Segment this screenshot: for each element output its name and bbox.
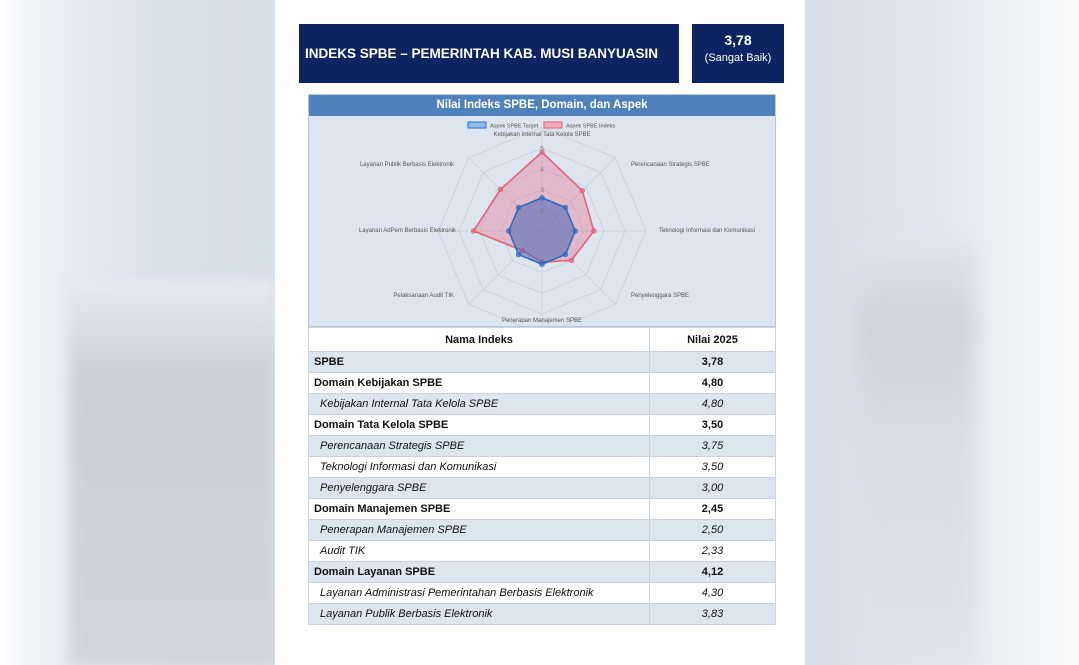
overall-score: 3,78: [724, 32, 752, 48]
tick-label: 2: [540, 207, 544, 215]
tick-label: 5: [540, 145, 544, 153]
index-name: Layanan Administrasi Pemerintahan Berbasis Elektronik: [309, 583, 650, 604]
data-point: [471, 229, 476, 234]
index-name: Audit TIK: [309, 541, 650, 562]
index-name: Layanan Publik Berbasis Elektronik: [309, 604, 650, 625]
axis-label: Perencanaan Strategis SPBE: [631, 162, 710, 168]
data-point: [563, 205, 568, 210]
index-name: SPBE: [309, 352, 650, 373]
axis-label: Penerapan Manajemen SPBE: [501, 318, 583, 324]
index-name: Teknologi Informasi dan Komunikasi: [309, 457, 650, 478]
legend-swatch-indeks: [544, 122, 562, 128]
index-value: 3,78: [650, 352, 776, 373]
tick-label: 3: [540, 187, 544, 194]
index-value: 3,00: [650, 478, 776, 499]
axis-label: Penyelenggara SPBE: [631, 293, 690, 299]
index-value: 2,45: [650, 499, 776, 520]
tick-label: 4: [540, 166, 544, 174]
data-point: [573, 229, 578, 234]
table-row: [309, 562, 776, 583]
legend-label-target: Aspek SPBE Target: [490, 123, 539, 130]
index-value: 3,83: [650, 604, 776, 625]
data-point: [540, 196, 545, 201]
table-row: [309, 541, 776, 562]
index-name: Kebijakan Internal Tata Kelola SPBE: [309, 394, 650, 415]
table-header-row: [309, 328, 776, 352]
radar-chart: [309, 116, 775, 326]
report-page: [275, 0, 805, 665]
column-header-name: Nama Indeks: [309, 328, 650, 352]
chart-title: Nilai Indeks SPBE, Domain, dan Aspek: [309, 95, 775, 116]
blurred-background-left: [0, 0, 275, 665]
table-row: [309, 604, 776, 625]
data-point: [507, 229, 512, 234]
axis-label: Kebijakan Internal Tata Kelola SPBE: [493, 132, 591, 138]
index-value: 3,50: [650, 457, 776, 478]
table-row: [309, 520, 776, 541]
index-table: [308, 327, 776, 625]
blurred-background-right: [805, 0, 1079, 665]
data-point: [516, 205, 521, 210]
axis-label: Pelaksanaan Audit TIK: [393, 293, 454, 299]
axis-label: Teknologi Informasi dan Komunikasi: [659, 228, 756, 234]
index-value: 4,80: [650, 373, 776, 394]
table-row: [309, 373, 776, 394]
index-value: 3,50: [650, 415, 776, 436]
page-title: INDEKS SPBE – PEMERINTAH KAB. MUSI BANYUASIN: [299, 24, 679, 83]
index-value: 4,30: [650, 583, 776, 604]
table-row: [309, 583, 776, 604]
data-point: [569, 258, 574, 263]
index-name: Domain Kebijakan SPBE: [309, 373, 650, 394]
index-name: Penyelenggara SPBE: [309, 478, 650, 499]
table-row: [309, 394, 776, 415]
index-value: 4,80: [650, 394, 776, 415]
axis-label: Layanan AdPem Berbasis Elektronik: [358, 228, 456, 234]
table-row: [309, 352, 776, 373]
column-header-value: Nilai 2025: [650, 328, 776, 352]
table-row: [309, 499, 776, 520]
index-name: Domain Manajemen SPBE: [309, 499, 650, 520]
legend-swatch-target: [468, 122, 486, 128]
score-badge: [692, 24, 784, 83]
data-point: [540, 262, 545, 267]
table-row: [309, 457, 776, 478]
index-name: Domain Tata Kelola SPBE: [309, 415, 650, 436]
data-point: [516, 252, 521, 257]
data-point: [498, 187, 503, 192]
table-row: [309, 436, 776, 457]
data-point: [563, 252, 568, 257]
index-value: 2,50: [650, 520, 776, 541]
table-row: [309, 478, 776, 499]
legend-label-indeks: Aspek SPBE Indeks: [566, 123, 616, 130]
index-value: 4,12: [650, 562, 776, 583]
table-row: [309, 415, 776, 436]
index-value: 3,75: [650, 436, 776, 457]
index-value: 2,33: [650, 541, 776, 562]
index-name: Domain Layanan SPBE: [309, 562, 650, 583]
radar-chart-panel: [308, 94, 776, 327]
index-name: Penerapan Manajemen SPBE: [309, 520, 650, 541]
score-predicate: (Sangat Baik): [704, 52, 772, 64]
axis-label: Layanan Publik Berbasis Elektronik: [359, 162, 454, 168]
data-point: [592, 229, 597, 234]
index-name: Perencanaan Strategis SPBE: [309, 436, 650, 457]
data-point: [580, 188, 585, 193]
